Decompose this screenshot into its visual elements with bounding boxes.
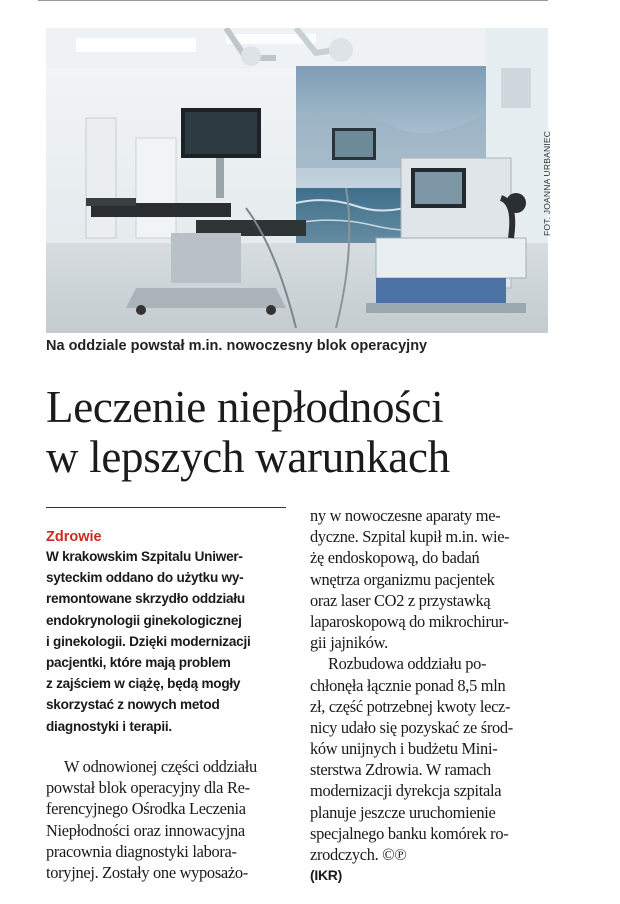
lead-line: pacjentki, które mają problem: [46, 654, 231, 670]
body-line: Niepłodności oraz innowacyjna: [46, 820, 245, 840]
body-line: Rozbudowa oddziału po-: [328, 654, 487, 674]
body-line: nicy udało się pozyskać ze środ-: [310, 717, 513, 737]
operating-room-photo: [46, 28, 548, 333]
photo-credit: FOT. JOANNA URBANIEC: [542, 130, 552, 236]
body-line: żę endoskopową, do badań: [310, 548, 480, 568]
body-left-column: [46, 756, 296, 883]
lead-line: remontowane skrzydło oddziału: [46, 591, 245, 607]
body-line: dyczne. Szpital kupił m.in. wie-: [310, 527, 510, 547]
body-line: sterstwa Zdrowia. W ramach: [310, 760, 491, 780]
body-line: planuje jeszcze uruchomienie: [310, 802, 496, 822]
body-line: ków unijnych i budżetu Mini-: [310, 739, 498, 759]
body-line: modernizacji dyrekcja szpitala: [310, 781, 502, 801]
lead-line: skorzystać z nowych metod: [46, 697, 220, 713]
body-line: W odnowionej części oddziału: [64, 757, 257, 776]
body-line: toryjnej. Zostały one wyposażo-: [46, 862, 248, 882]
lead-line: z zajściem w ciążę, będą mogły: [46, 676, 241, 692]
lead-paragraph: [46, 546, 296, 737]
body-right-column: [310, 505, 564, 886]
body-line: oraz laser CO2 z przystawką: [310, 590, 491, 610]
lead-line: syteckim oddano do użytku wy-: [46, 570, 244, 586]
body-line: wnętrza organizmu pacjentek: [310, 569, 495, 589]
body-line: zrodczych. ©℗: [310, 845, 407, 864]
body-line: powstał blok operacyjny dla Re-: [46, 778, 250, 798]
author-signature: (IKR): [310, 867, 342, 884]
headline-line-1: Leczenie niepłodności: [46, 382, 444, 432]
lead-line: diagnostyki i terapii.: [46, 718, 172, 734]
headline-line-2: w lepszych warunkach: [46, 432, 450, 482]
body-line: ny w nowoczesne aparaty me-: [310, 506, 501, 525]
body-line: zł, część potrzebnej kwoty lecz-: [310, 696, 511, 716]
photo-caption: Na oddziale powstał m.in. nowoczesny blok operacyjny: [46, 338, 428, 354]
section-label: Zdrowie: [46, 529, 102, 545]
column-rule: [46, 507, 286, 508]
body-line: laparoskopową do mikrochirur-: [310, 611, 509, 631]
body-line: specjalnego banku komórek ro-: [310, 823, 509, 843]
body-line: chłonęła łącznie ponad 8,5 mln: [310, 675, 506, 695]
body-line: pracownia diagnostyki labora-: [46, 841, 237, 861]
lead-line: endokrynologii ginekologicznej: [46, 612, 242, 628]
lead-line: i ginekologii. Dzięki modernizacji: [46, 633, 251, 649]
top-rule: [38, 0, 548, 1]
body-line: gii jajników.: [310, 633, 388, 653]
lead-line: W krakowskim Szpitalu Uniwer-: [46, 549, 243, 564]
headline: [46, 382, 566, 482]
body-line: ferencyjnego Ośrodka Leczenia: [46, 799, 246, 819]
